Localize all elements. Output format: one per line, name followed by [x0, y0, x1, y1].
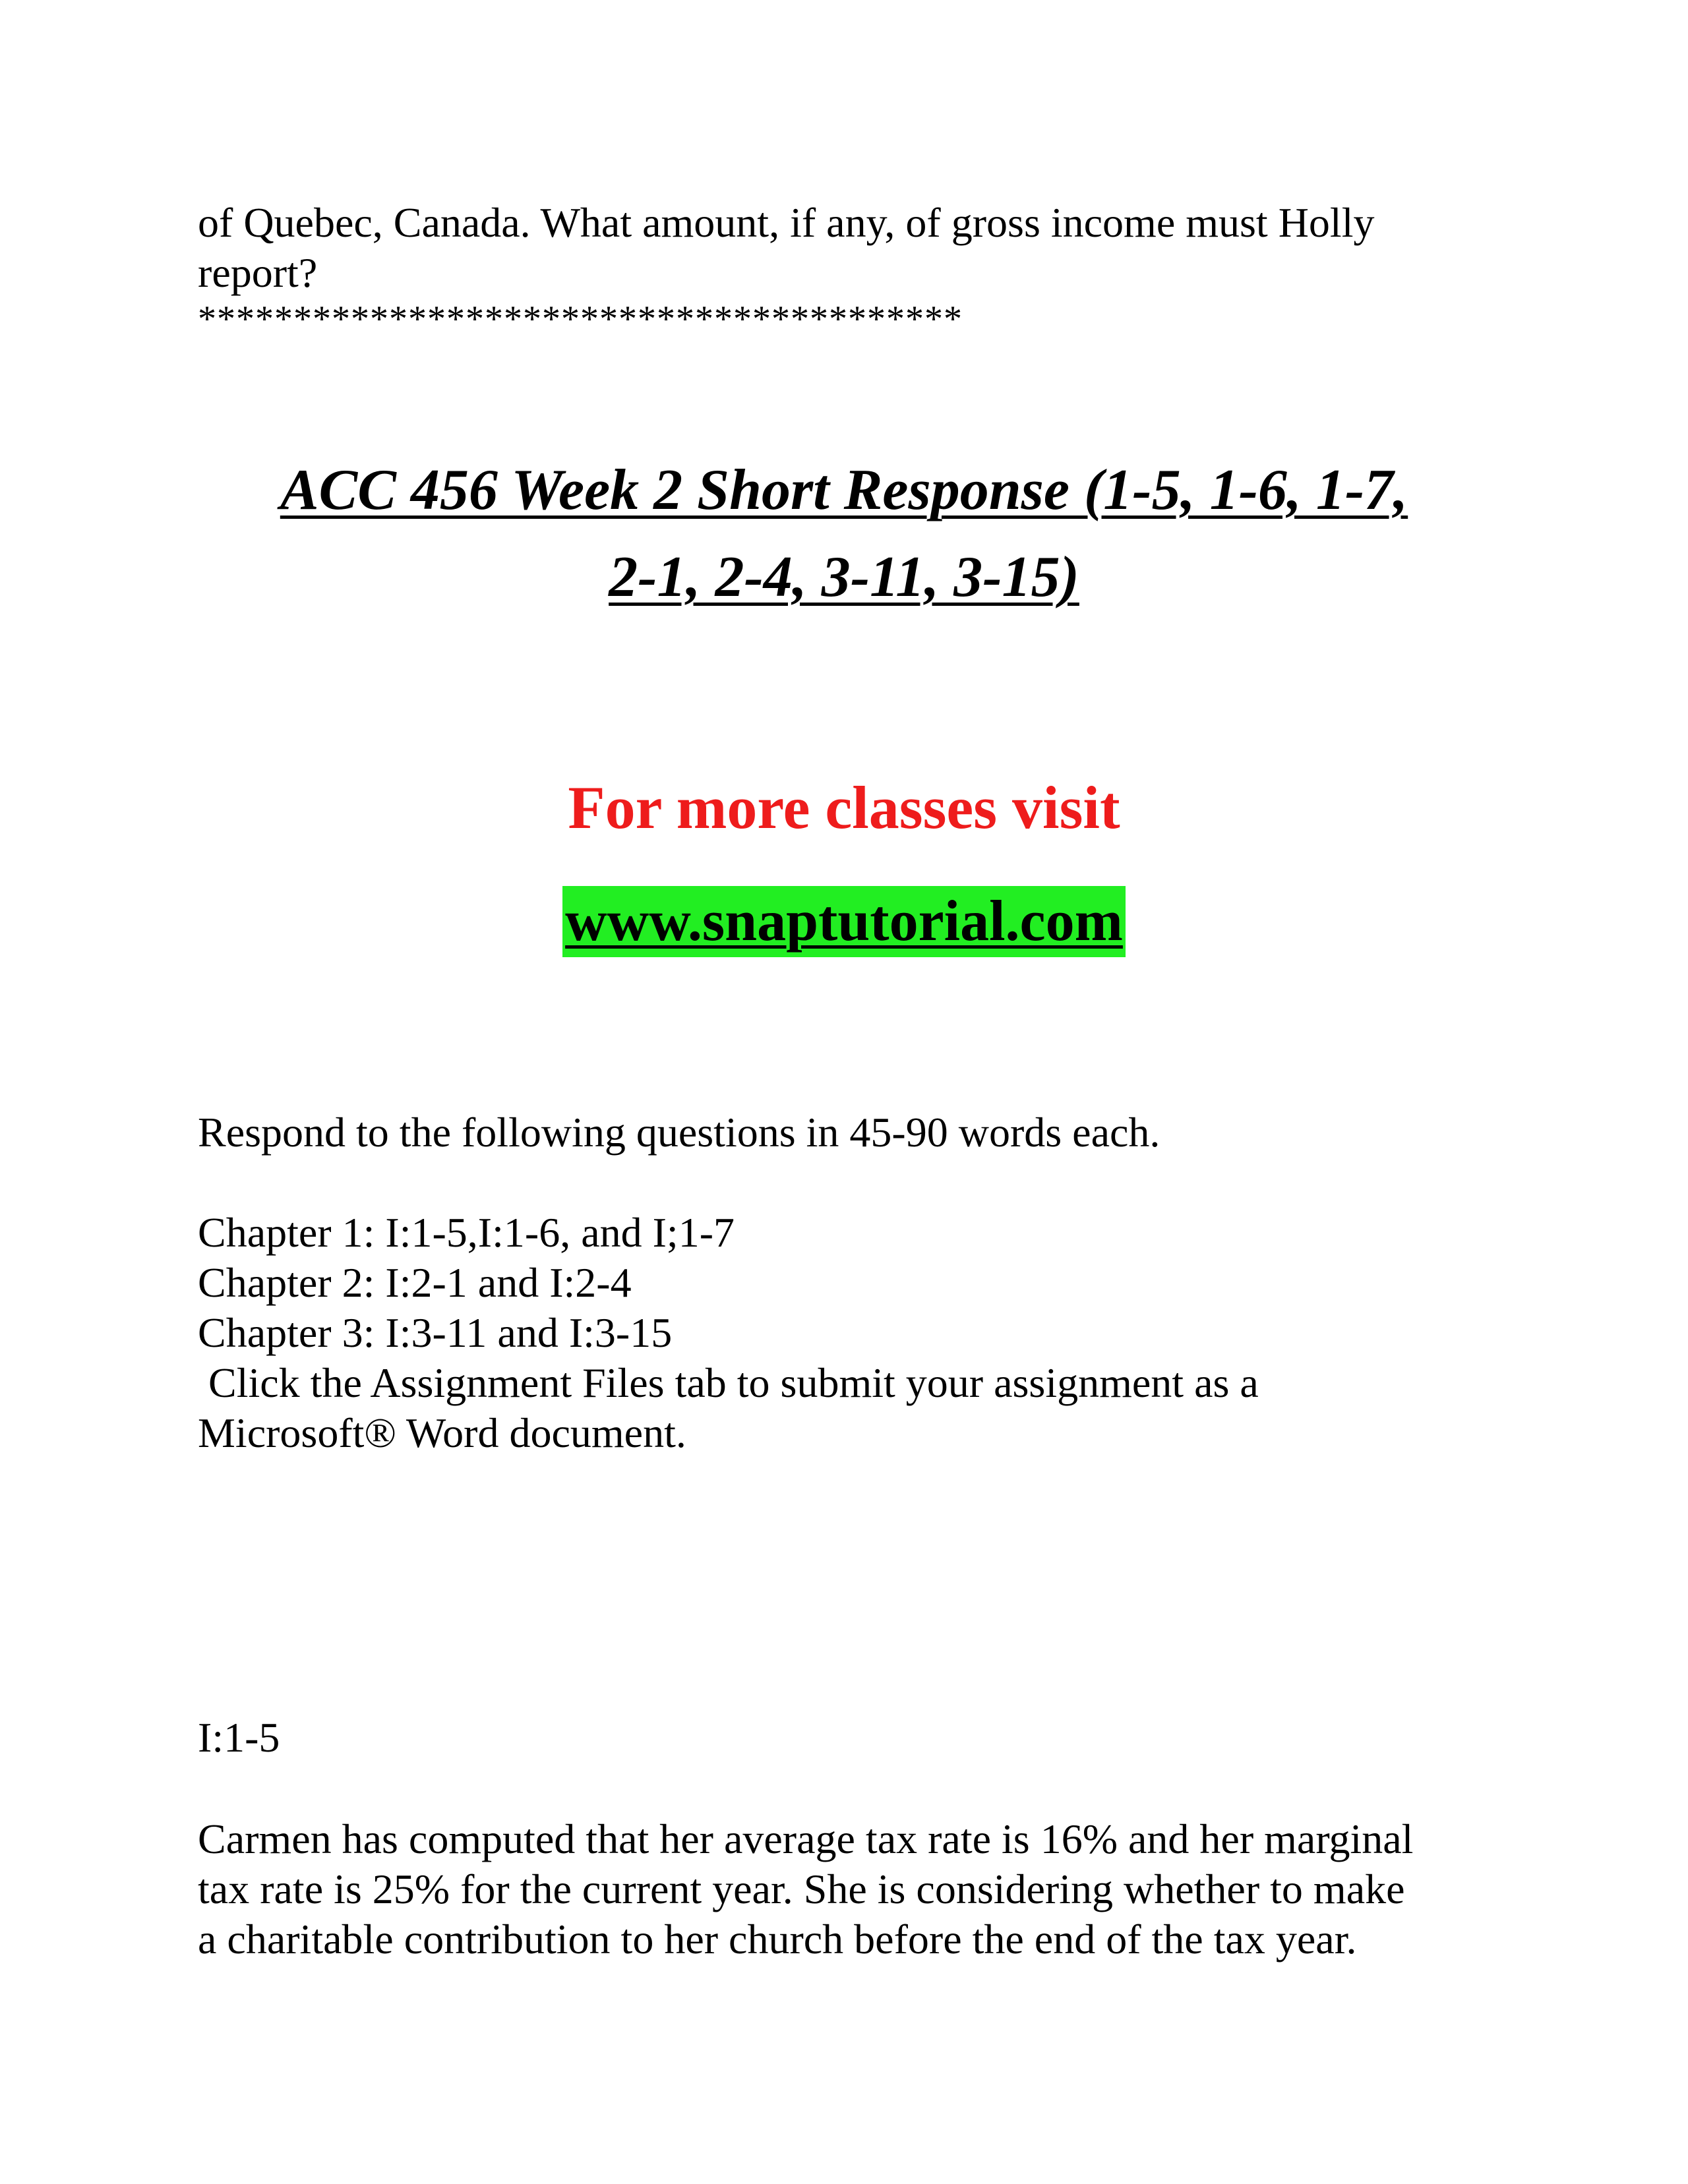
promo-link-container [0, 886, 1688, 957]
separator-stars: **************************************** [198, 299, 963, 339]
question-label: I:1-5 [198, 1714, 280, 1761]
chapter-3-line: Chapter 3: I:3-11 and I:3-15 [198, 1309, 673, 1356]
submit-line-1: Click the Assignment Files tab to submit your assignment as a [198, 1359, 1259, 1406]
intro-paragraph [198, 198, 1490, 340]
question-line-2: tax rate is 25% for the current year. She is considering whether to make [198, 1866, 1405, 1912]
question-paragraph [198, 1814, 1490, 1964]
chapter-2-line: Chapter 2: I:2-1 and I:2-4 [198, 1259, 632, 1306]
intro-line-1: of Quebec, Canada. What amount, if any, of gross income must Holly [198, 199, 1375, 246]
chapter-list [198, 1208, 1490, 1458]
promo-text: For more classes visit [568, 774, 1120, 841]
submit-line-2: Microsoft® Word document. [198, 1409, 686, 1456]
title-line-1: ACC 456 Week 2 Short Response (1-5, 1-6, 1-7, [280, 458, 1408, 522]
chapter-1-line: Chapter 1: I:1-5,I:1-6, and I;1-7 [198, 1209, 735, 1256]
question-line-1: Carmen has computed that her average tax rate is 16% and her marginal [198, 1815, 1414, 1862]
title-line-2: 2-1, 2-4, 3-11, 3-15) [609, 545, 1079, 609]
document-title [132, 447, 1556, 621]
question-line-3: a charitable contribution to her church before the end of the tax year. [198, 1916, 1357, 1963]
intro-line-2: report? [198, 249, 318, 296]
respond-instruction: Respond to the following questions in 45-90 words each. [198, 1109, 1160, 1156]
promo-link[interactable]: www.snaptutorial.com [562, 886, 1126, 957]
